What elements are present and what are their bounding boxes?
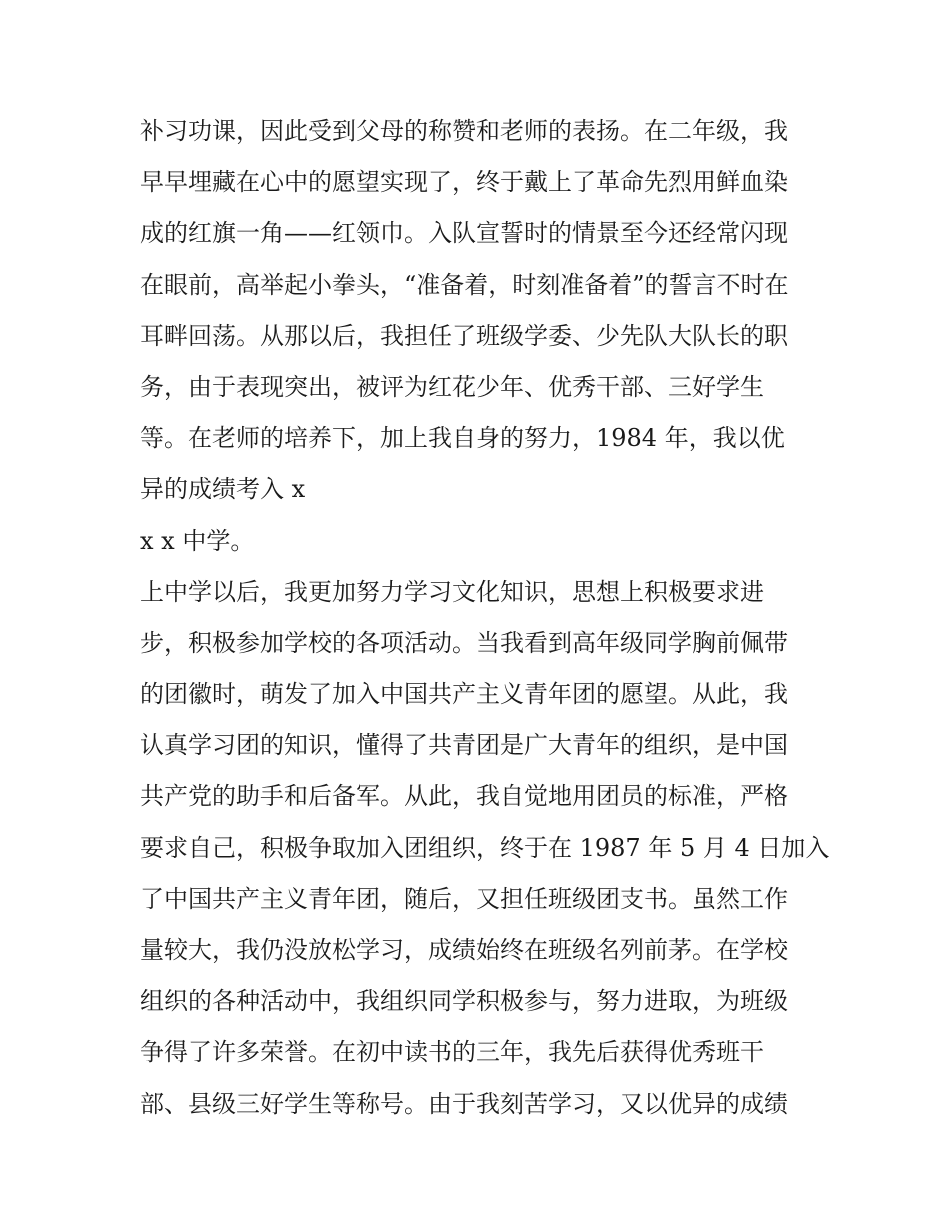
document-body <box>140 106 830 1130</box>
text-line: 了中国共产主义青年团，随后，又担任班级团支书。虽然工作 <box>140 884 788 913</box>
text-line: 务，由于表现突出，被评为红花少年、优秀干部、三好学生 <box>140 372 764 401</box>
text-line: 部、县级三好学生等称号。由于我刻苦学习，又以优异的成绩 <box>140 1089 788 1118</box>
text-line: 组织的各种活动中，我组织同学积极参与，努力进取，为班级 <box>140 987 788 1016</box>
text-line: 争得了许多荣誉。在初中读书的三年，我先后获得优秀班干 <box>140 1038 764 1067</box>
text-line: x x 中学。 <box>140 526 255 555</box>
text-line: 共产党的助手和后备军。从此，我自觉地用团员的标准，严格 <box>140 782 788 811</box>
text-line: 成的红旗一角——红领巾。入队宣誓时的情景至今还经常闪现 <box>140 219 788 248</box>
text-line: 异的成绩考入 x <box>140 475 306 504</box>
text-line: 步，积极参加学校的各项活动。当我看到高年级同学胸前佩带 <box>140 628 788 657</box>
text-line: 上中学以后，我更加努力学习文化知识，思想上积极要求进 <box>140 577 764 606</box>
text-line: 补习功课，因此受到父母的称赞和老师的表扬。在二年级，我 <box>140 117 788 145</box>
text-line: 量较大，我仍没放松学习，成绩始终在班级名列前茅。在学校 <box>140 936 788 964</box>
text-line: 在眼前，高举起小拳头，“准备着，时刻准备着”的誓言不时在 <box>140 270 789 299</box>
text-line: 认真学习团的知识，懂得了共青团是广大青年的组织，是中国 <box>140 731 788 760</box>
text-line: 要求自己，积极争取加入团组织，终于在 1987 年 5 月 4 日加入 <box>140 833 830 862</box>
text-line: 早早埋藏在心中的愿望实现了，终于戴上了革命先烈用鲜血染 <box>140 168 788 197</box>
text-line: 等。在老师的培养下，加上我自身的努力，1984 年，我以优 <box>140 424 785 453</box>
text-line: 耳畔回荡。从那以后，我担任了班级学委、少先队大队长的职 <box>140 321 788 350</box>
text-line: 的团徽时，萌发了加入中国共产主义青年团的愿望。从此，我 <box>140 680 788 709</box>
